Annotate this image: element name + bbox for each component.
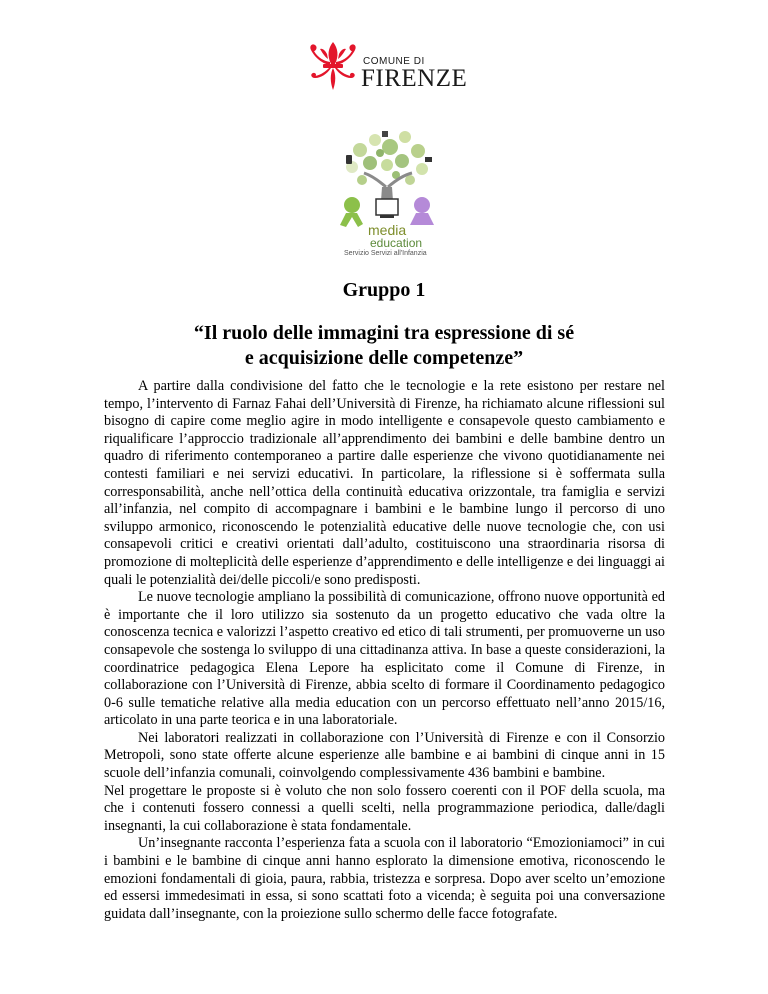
logo-firenze: FIRENZE [361,65,468,92]
logo-comune-di: COMUNE DI [363,56,425,67]
document-title-line1: “Il ruolo delle immagini tra espressione di sé [193,322,575,344]
media-logo-word-media: media [368,222,407,238]
paragraph-2: Le nuove tecnologie ampliano la possibilità di comunicazione, offrono nuove opportunità ed è importante che il loro utilizzo sia sostenuto da un progetto educativo che vada oltre la conoscenza tecnica e valorizzi l’aspetto creativo ed etico di tali strumenti, per promuoverne un uso consapevole che sostenga lo sviluppo di una cittadinanza attiva. In base a queste considerazioni, la coordinatrice pedagogica Elena Lepore ha esplicitato come il Comune di Firenze, in collaborazione con l’Università di Firenze, abbia scelto di formare il Coordinamento pedagogico 0-6 sulle tematiche relative alla media education con un percorso effettuato nell’anno 2015/16, articolato in una parte teorica e in una laboratoriale. [104,589,665,729]
document-title [0,321,768,371]
document-title-line2: e acquisizione delle competenze” [244,347,524,369]
comune-di-firenze-logo [305,40,468,96]
paragraph-3: Nei laboratori realizzati in collaborazione con l’Università di Firenze e con il Consorzio Metropoli, sono state offerte alcune esperienze alle bambine e ai bambini di cinque anni in 15 scuole dell’infanzia comunali, coinvolgendo complessivamente 436 bambini e bambine. [104,729,665,782]
media-logo-subtitle: Servizio Servizi all'Infanzia [344,250,427,257]
florentine-lily-icon [305,40,361,94]
paragraph-5: Un’insegnante racconta l’esperienza fata a scuola con il laboratorio “Emozioniamoci” in cui i bambini e le bambine di cinque anni hanno esplorato la dimensione emotiva, riconoscendo le emozioni fondamentali di gioia, paura, rabbia, tristezza e sorpresa. Dopo aver scelto un’emozione ed essersi immedesimati in essa, si sono scattati foto a vicenda; è seguita poi una conversazione guidata dall’insegnante, con la proiezione sullo schermo delle facce fotografate. [104,835,665,922]
media-logo-word-education: education [370,236,423,250]
paragraph-4: Nel progettare le proposte si è voluto che non solo fossero coerenti con il POF della scuola, ma che i contenuti fossero connessi a quelli scelti, nella programmazione periodica, dalle/dagli insegnanti, la cui collaborazione è stata fondamentale. [104,782,665,834]
paragraph-1: A partire dalla condivisione del fatto che le tecnologie e la rete esistono per restare nel tempo, l’intervento di Farnaz Fahai dell’Università di Firenze, ha richiamato alcune riflessioni sul bisogno di capire come meglio agire in modo intelligente e consapevole questo cambiamento e riqualificare l’approccio tradizionale all’apprendimento dei bambini e delle bambine dentro un quadro di riferimento contemporaneo a partire dalle esperienze che vivono quotidianamente nei contesti familiari e nei servizi educativi. In particolare, la riflessione si è soffermata sulla corresponsabilità, anche nell’ottica della continuità educativa orizzontale, tra famiglia e servizi all’infanzia, nel compito di accompagnare i bambini e le bambine lungo il percorso di uno sviluppo armonico, riconoscendo le potenzialità educative delle nuove tecnologie che, con usi consapevoli critici e creativi orientati dall’adulto, costituiscono una straordinaria risorsa di promozione di molteplicità delle esperienze d’apprendimento e delle intelligenze e dei linguaggi ai quali le potenzialità dei/delle piccoli/e sono predisposti. [104,378,665,588]
document-body [104,378,665,923]
group-title: Gruppo 1 [342,279,426,301]
